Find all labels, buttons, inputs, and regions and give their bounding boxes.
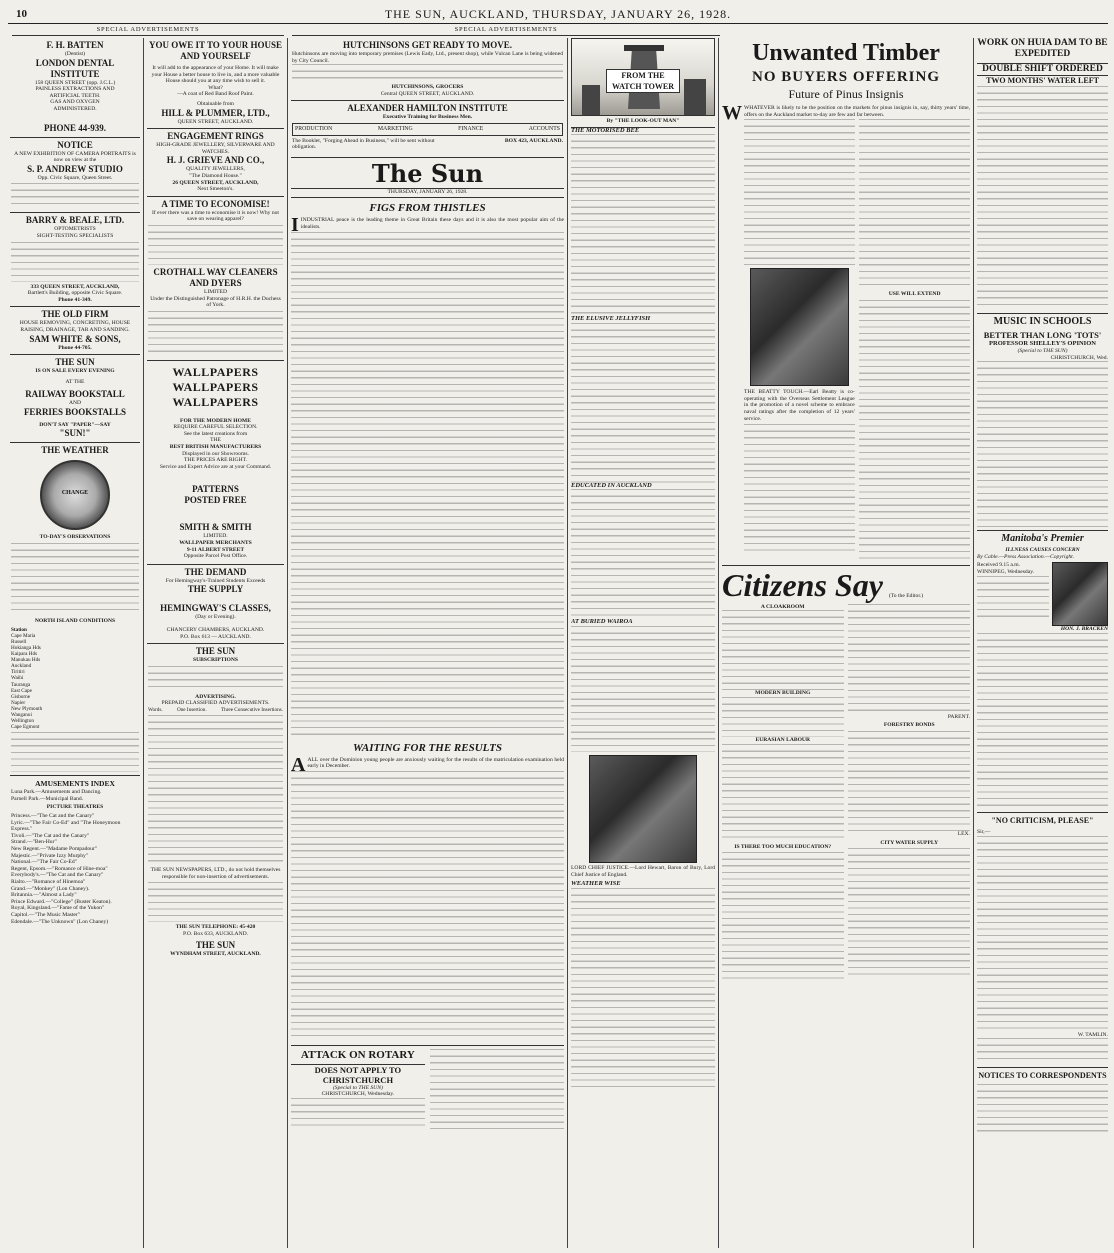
training-categories: [292, 123, 563, 136]
theatre-listing: Majestic.—"Private Izzy Murphy": [11, 852, 89, 859]
column-rule: [718, 38, 719, 1248]
station-name: Hokianga Hds: [11, 644, 41, 651]
hutchinsons-title: HUTCHINSONS GET READY TO MOVE.: [343, 40, 512, 50]
unwanted-left: [744, 119, 855, 562]
supply: THE SUPPLY: [187, 584, 244, 595]
advertising: ADVERTISING.: [195, 693, 236, 700]
studio-text: Opp. Civic Square, Queen Street.: [37, 174, 113, 181]
to-editor: (To the Editor.): [888, 593, 924, 600]
theatre-listing: Tivoli.—"The Cat and the Canary": [11, 832, 90, 839]
theatre-listing: Princess.—"The Cat and the Canary": [11, 813, 95, 820]
picture-theatres: PICTURE THEATRES: [46, 804, 104, 811]
theatre-listing: Regent, Epsom.—"Romance of Hine-moa": [11, 865, 108, 872]
best-the: THE: [210, 437, 221, 444]
owe-title: YOU OWE IT TO YOUR HOUSE AND YOURSELF: [149, 40, 282, 61]
station-name: Tiritiri: [11, 669, 25, 676]
education-question: IS THERE TOO MUCH EDUCATION?: [734, 843, 832, 850]
wallpapers-title: WALLPAPERS: [172, 364, 259, 379]
attack-body: [430, 1049, 564, 1129]
category: ACCOUNTS: [528, 125, 560, 132]
attack-place: CHRISTCHURCH, Wednesday.: [321, 1091, 395, 1098]
crothall-limited: LIMITED: [204, 288, 227, 295]
engagement-sub: HIGH-GRADE JEWELLERY, SILVERWARE AND WATCHES.: [156, 142, 275, 155]
station-row: [11, 724, 139, 730]
ferries-bookstalls: FERRIES BOOKSTALLS: [23, 406, 127, 417]
station-name: Tauranga: [11, 681, 31, 688]
figs-first: INDUSTRIAL peace is the leading theme in Great Britain these days and it is also the most popular aim of the idealists.: [300, 217, 564, 230]
amusements-section: [10, 775, 140, 928]
wallpapers-title: WALLPAPERS: [172, 379, 259, 394]
and-text: AND: [68, 400, 82, 407]
hewart-caption: LORD CHIEF JUSTICE.—Lord Hewart, Baron of Bury, Lord Chief Justice of England.: [571, 864, 715, 878]
buried-wairoa: AT BURIED WAIROA: [571, 618, 633, 626]
smith-ltd: LIMITED.: [203, 533, 228, 540]
hutchinsons-sign: HUTCHINSONS, GROCERS: [391, 84, 464, 91]
posted-free: POSTED FREE: [184, 495, 247, 506]
unwanted-body: [744, 119, 970, 562]
category: PRODUCTION: [295, 125, 333, 132]
hemingway-ad: [147, 564, 284, 643]
watch-tower-banner: [571, 38, 715, 116]
station-name: Russell: [11, 638, 27, 645]
station-name: Auckland: [11, 663, 32, 670]
unwanted-first: WHATEVER is likely to be the position on the markets for pinus insignis in, say, thirty years' time, offers on the Auckland market to-day are few and far between.: [744, 105, 970, 118]
station-name: Waihi: [11, 675, 24, 682]
column-3-editorial: [291, 38, 564, 1250]
unwanted-timber: Unwanted Timber: [752, 40, 940, 66]
educated-auckland: EDUCATED IN AUCKLAND: [571, 481, 652, 489]
category: FINANCE: [458, 125, 484, 132]
sun-date: THURSDAY, JANUARY 26, 1928.: [291, 188, 564, 196]
sun-sale-1: THE SUN: [55, 357, 95, 368]
letters-left: [722, 604, 844, 982]
hill-address: QUEEN STREET, AUCKLAND.: [177, 118, 254, 125]
barometer-icon: [40, 460, 110, 530]
barry-beale: BARRY & BEALE, LTD.: [25, 215, 125, 226]
column-rule: [143, 38, 144, 1248]
section-label-left: SPECIAL ADVERTISEMENTS: [12, 26, 284, 36]
london-institute: LONDON DENTAL INSTITUTE: [35, 57, 115, 79]
column-4-watchtower: [571, 38, 715, 1250]
column-rule: [287, 38, 288, 1248]
hutchinsons-ad: [291, 38, 564, 100]
weather-wise: WEATHER WISE: [571, 880, 621, 888]
grieve-next: Next Smeeton's.: [197, 186, 234, 193]
tamlin-signature: W. TAMLIN.: [1077, 1031, 1108, 1038]
signature: PARENT.: [947, 713, 970, 720]
theatre-listing: Prince Edward.—"College" (Buster Keaton).: [11, 898, 112, 905]
old-firm: THE OLD FIRM: [41, 309, 109, 320]
newspaper-title: THE SUN, AUCKLAND, THURSDAY, JANUARY 26, 1928.: [384, 7, 732, 21]
column-rule: [973, 38, 974, 1248]
letters-right: [848, 604, 970, 982]
prices-right: THE PRICES ARE RIGHT.: [184, 457, 247, 464]
theatre-listing: Strand.—"Ben-Hur": [11, 839, 57, 846]
smith-addr: 9-11 ALBERT STREET: [186, 546, 245, 553]
crothall-name: CROTHALL WAY CLEANERS AND DYERS: [153, 266, 278, 288]
theatre-listing: Grand.—"Monkey" (Lon Chaney).: [11, 885, 90, 892]
station-name: Wellington: [11, 718, 34, 725]
column-rule: [567, 38, 568, 1248]
theatre-listing: Everybody's.—"The Cat and the Canary": [11, 872, 104, 879]
bracken-photo: [1052, 562, 1108, 626]
coat-text: —A coat of Red Band Roof Paint.: [177, 91, 254, 98]
future-pinus: Future of Pinus Insignis: [788, 87, 904, 101]
batten-name: F. H. BATTEN: [46, 40, 104, 50]
crothall-patronage: Under the Distinguished Patronage of H.R.H. the Duchess of York.: [150, 295, 281, 309]
demand: THE DEMAND: [184, 566, 247, 577]
figs-title: FIGS FROM THISTLES: [369, 202, 486, 215]
winnipeg-text: [977, 562, 1049, 626]
winnipeg-dateline: Received 9.15 a.m. WINNIPEG, Wednesday.: [977, 562, 1035, 575]
attack-special: (Special to THE SUN): [332, 1084, 383, 1091]
north-island-conditions: NORTH ISLAND CONDITIONS: [34, 618, 116, 625]
sun-footer: THE SUN: [195, 940, 236, 951]
lord-hewart-photo: [589, 755, 697, 863]
section-label-middle: SPECIAL ADVERTISEMENTS: [292, 26, 720, 36]
column-6-news: [977, 38, 1108, 1250]
sight-testing: SIGHT-TESTING SPECIALISTS: [36, 232, 114, 239]
red-band-ad: [147, 38, 284, 128]
earl-beatty-photo: [750, 268, 849, 386]
winnipeg-dispatch: [977, 562, 1108, 626]
eurasian-labour: EURASIAN LABOUR: [755, 736, 811, 743]
double-shift: DOUBLE SHIFT ORDERED: [977, 63, 1108, 75]
waiting-title: WAITING FOR THE RESULTS: [352, 741, 503, 754]
unwanted-dropcap: W: [722, 102, 742, 124]
unwanted-right: [859, 119, 970, 562]
opposite: Opposite Parcel Post Office.: [183, 553, 248, 560]
wallpapers-title: WALLPAPERS: [172, 394, 259, 409]
theatre-list: [11, 813, 139, 925]
station-name: Manukau Hds: [11, 657, 41, 664]
batten-sub: (Dentist): [65, 51, 85, 57]
masthead: [8, 6, 1108, 24]
sam-white: SAM WHITE & SONS,: [29, 333, 121, 344]
use-extend: USE WILL EXTEND: [888, 291, 941, 298]
station-name: Cape Maria: [11, 632, 36, 639]
station-name: Cape Egmont: [11, 724, 40, 731]
studio-ad: [10, 137, 140, 213]
bracken-caption: HON. J. BRACKEN: [1060, 626, 1108, 633]
signature: LEX.: [957, 830, 970, 837]
attack-on-rotary-section: [291, 1045, 564, 1129]
sun-quote: "SUN!": [59, 428, 91, 439]
alexander-institute: ALEXANDER HAMILTON INSTITUTE: [347, 103, 508, 114]
dont-say: DON'T SAY "PAPER"—SAY: [39, 421, 111, 428]
weather-section: [10, 442, 140, 775]
engagement-rings: ENGAGEMENT RINGS: [167, 131, 264, 142]
citizens-say: Citizens Say: [722, 566, 883, 603]
economise-text: If ever there was a time to economise it is now! Why not save on wearing apparel?: [152, 209, 279, 223]
cable-credit: By Cable.—Press Association.—Copyright.: [977, 553, 1075, 560]
best-manufacturers: BEST BRITISH MANUFACTURERS: [169, 444, 262, 451]
sun-sale-3: AT THE: [65, 378, 85, 385]
barry-beale-ad: [10, 212, 140, 306]
station-table: [11, 627, 139, 731]
po-box-2: P.O. Box 633, AUCKLAND.: [182, 930, 249, 937]
hill-plummer: HILL & PLUMMER, LTD.,: [161, 107, 270, 118]
illness-concern: ILLNESS CAUSES CONCERN: [1005, 547, 1080, 554]
station-name: Kaipara Hds: [11, 651, 38, 658]
notices-correspondents: NOTICES TO CORRESPONDENTS: [977, 1067, 1108, 1082]
attack-title: ATTACK ON ROTARY: [300, 1048, 415, 1061]
sir-salutation: Sir,—: [977, 828, 991, 835]
better-than: BETTER THAN LONG 'TOTS': [983, 330, 1102, 340]
wallpaper-merchants: WALLPAPER MERCHANTS: [179, 540, 252, 547]
service: Service and Expert Advice are at your Command.: [159, 463, 272, 470]
theatre-listing: Royal, Kingsland.—"Fame of the Yukon": [11, 905, 105, 912]
column-5-news: [722, 38, 970, 1250]
hutchinsons-addr: Central QUEEN STREET, AUCKLAND.: [380, 90, 475, 97]
crothall-ad: [147, 196, 284, 360]
barry-address: 333 QUEEN STREET, AUCKLAND,: [30, 283, 120, 290]
require: REQUIRE CAREFUL SELECTION.: [173, 424, 258, 431]
two-months: TWO MONTHS' WATER LEFT: [977, 75, 1108, 86]
modern-home: FOR THE MODERN HOME: [180, 417, 251, 424]
special-to-sun: (Special to THE SUN): [1017, 348, 1068, 354]
notice-text: A NEW EXHIBITION OF CAMERA PORTRAITS is now on view at the: [14, 150, 136, 164]
page-number: 10: [16, 8, 27, 20]
amusement-line: Parnell Park.—Municipal Band.: [11, 795, 84, 802]
grieve-sub: QUALITY JEWELLERS,: [186, 166, 245, 173]
manitoba-premier: Manitoba's Premier: [977, 530, 1108, 545]
rate-col: One Insertion.: [176, 706, 207, 713]
barry-building: Bartlett's Building, opposite Civic Square.: [27, 290, 123, 297]
dental-address: 158 QUEEN STREET (opp. J.C.L.): [34, 79, 116, 86]
forestry-bonds: FORESTRY BONDS: [883, 722, 935, 729]
obtainable: Obtainable from: [197, 100, 234, 107]
beatty-caption: THE BEATTY TOUCH.—Earl Beatty is co-operating with the Overseas Settlement League in the promotion of a novel scheme to embrace naval ratings after the completion of 12 years' service.: [744, 389, 855, 422]
barometer-label: CHANGE: [61, 490, 89, 497]
station-name: East Cape: [11, 687, 32, 694]
hamilton-footer: [292, 138, 563, 151]
exec-training: Executive Training for Business Men.: [382, 114, 473, 121]
wyndham: WYNDHAM STREET, AUCKLAND.: [170, 951, 261, 958]
amusements-index: AMUSEMENTS INDEX: [35, 779, 115, 789]
todays-observations: TO-DAY'S OBSERVATIONS: [39, 534, 111, 541]
citizens-say-header: [722, 565, 970, 604]
prepaid: PREPAID CLASSIFIED ADVERTISEMENTS.: [161, 700, 270, 707]
huia-dam: WORK ON HUIA DAM TO BE EXPEDITED: [977, 38, 1108, 59]
station-name: New Plymouth: [11, 705, 43, 712]
dental-line: GAS AND OXYGEN: [50, 99, 100, 106]
theatre-listing: National.—"The Fair Co-Ed": [11, 859, 77, 866]
wallpapers-ad: [147, 360, 284, 564]
railway-bookstall: RAILWAY BOOKSTALL: [25, 389, 125, 400]
station-name: Station: [11, 626, 27, 633]
economise-title: A TIME TO ECONOMISE!: [161, 198, 270, 209]
station-name: Gisborne: [11, 693, 31, 700]
rate-table-header: [148, 707, 283, 713]
waiting-article: [291, 753, 564, 776]
no-criticism: "NO CRITICISM, PLEASE": [977, 812, 1108, 827]
hutchinsons-text: Hutchinsons are moving into temporary premises (Lewis Eady, Ltd., present shop), while Vulcan Lane is being widened by City Council.: [292, 51, 563, 64]
theatre-listing: Lyric.—"The Fair Co-Ed" and "The Honeymoon Express.": [11, 819, 121, 833]
hamilton-ad: [291, 100, 564, 153]
weather-title: THE WEATHER: [41, 445, 109, 456]
subscriptions: SUBSCRIPTIONS: [192, 657, 239, 664]
category: MARKETING: [377, 125, 413, 132]
sun-nameplate: [291, 157, 564, 199]
column-1-ads: [10, 38, 140, 1250]
modern-building: MODERN BUILDING: [755, 690, 811, 697]
po-box: P.O. Box 613 — AUCKLAND.: [180, 633, 251, 640]
christchurch-dateline: CHRISTCHURCH, Wed.: [1050, 354, 1108, 361]
unwanted-article: [722, 102, 970, 124]
chancery: CHANCERY CHAMBERS, AUCKLAND.: [166, 627, 265, 633]
watch-tower-label: FROM THE WATCH TOWER: [606, 69, 680, 93]
station-name: Napier: [11, 699, 26, 706]
theatre-listing: Capitol.—"The Music Master": [11, 911, 81, 918]
theatre-listing: Britannia.—"Almost a Lady": [11, 892, 77, 899]
displayed: Displayed in our Showrooms.: [182, 450, 249, 457]
theatre-listing: Edendale.—"The Unknown" (Lon Chaney): [11, 918, 109, 925]
shelley-opinion: PROFESSOR SHELLEY'S OPINION: [989, 340, 1096, 347]
hemingways: HEMINGWAY'S CLASSES,: [160, 603, 271, 614]
sam-phone: Phone 44-705.: [58, 344, 92, 351]
attack-sub: DOES NOT APPLY TO CHRISTCHURCH: [291, 1064, 425, 1085]
barry-phone: Phone 41-349.: [58, 296, 92, 303]
waiting-first: ALL over the Dominion young people are anxiously waiting for the results of the matriculation examination held early in December.: [307, 756, 564, 770]
station-name: Wanganui: [11, 711, 32, 718]
batten-ad: [10, 38, 140, 137]
subscriptions-box: [147, 643, 284, 961]
andrew-studio: S. P. ANDREW STUDIO: [27, 163, 123, 174]
city-water: CITY WATER SUPPLY: [880, 839, 939, 846]
box-423: BOX 423, AUCKLAND.: [504, 137, 563, 144]
sun-co: THE SUN NEWSPAPERS, LTD., do not hold themselves responsible for non-insertion of advertisements.: [150, 867, 281, 880]
telephone: THE SUN TELEPHONE: 45-420: [175, 924, 256, 931]
optometrists: OPTOMETRISTS: [54, 226, 96, 233]
owe-text: It will add to the appearance of your Home. It will make your House a better house to live in, and a more valuable House should you at any time wish to sell it.: [151, 65, 280, 85]
grieve-addr: 26 QUEEN STREET, AUCKLAND,: [172, 179, 259, 186]
attack-heading: [291, 1049, 425, 1129]
figs-article: [291, 214, 564, 237]
no-buyers: NO BUYERS OFFERING: [751, 69, 941, 85]
rate-col: Three Consecutive Insertions.: [220, 706, 283, 713]
cloakroom: A CLOAKROOM: [760, 603, 805, 610]
waiting-dropcap: A: [291, 753, 306, 776]
amusement-line: Luna Park.—Amusements and Dancing.: [11, 789, 102, 796]
sun-logo: The Sun: [371, 158, 484, 188]
dental-line: ADMINISTERED.: [53, 105, 97, 112]
demand-sub: For Hemingway's-Trained Students Exceeds: [165, 577, 266, 584]
grieve-ad: [147, 128, 284, 196]
grieve-sign: "The Diamond House.": [189, 172, 242, 179]
sun-on-sale-ad: [10, 354, 140, 442]
theatre-listing: New Regent.—"Madame Pompadour": [11, 846, 98, 852]
patterns: PATTERNS: [192, 484, 239, 495]
old-firm-text: HOUSE REMOVING, CONCRETING, HOUSE RAISING, DRAINAGE, TAR AND SANDING.: [19, 320, 131, 333]
dental-phone: PHONE 44-939.: [44, 122, 106, 133]
motorised-bee: THE MOTORISED BEE: [571, 127, 715, 135]
day-evening: (Day or Evening).: [195, 614, 236, 621]
grieve-name: H. J. GRIEVE AND CO.,: [166, 155, 265, 166]
column-2-ads: [147, 38, 284, 1250]
dental-line: PAINLESS EXTRACTIONS AND: [35, 86, 115, 93]
sun-subs: THE SUN: [195, 646, 236, 657]
letters-body: [722, 604, 970, 982]
what-text: What?: [208, 84, 223, 91]
figs-dropcap: I: [291, 214, 299, 237]
old-firm-ad: [10, 306, 140, 354]
look-out-byline: By "THE LOOK-OUT MAN": [606, 118, 680, 124]
elusive-jellyfish: THE ELUSIVE JELLYFISH: [571, 315, 651, 323]
sun-sale-2: IS ON SALE EVERY EVENING: [35, 368, 115, 375]
dental-line: ARTIFICIAL TEETH.: [49, 92, 101, 99]
booklet: The Booklet, "Forging Ahead in Business," will be sent without obligation.: [292, 137, 435, 151]
music-schools: MUSIC IN SCHOOLS: [977, 313, 1108, 328]
rate-col: Words.: [148, 706, 163, 713]
notice-title: NOTICE: [57, 139, 93, 150]
see-latest: See the latest creations from: [183, 430, 248, 437]
theatre-listing: Rialto.—"Romance of Hinemoa": [11, 878, 86, 885]
smith-smith: SMITH & SMITH: [179, 522, 252, 533]
